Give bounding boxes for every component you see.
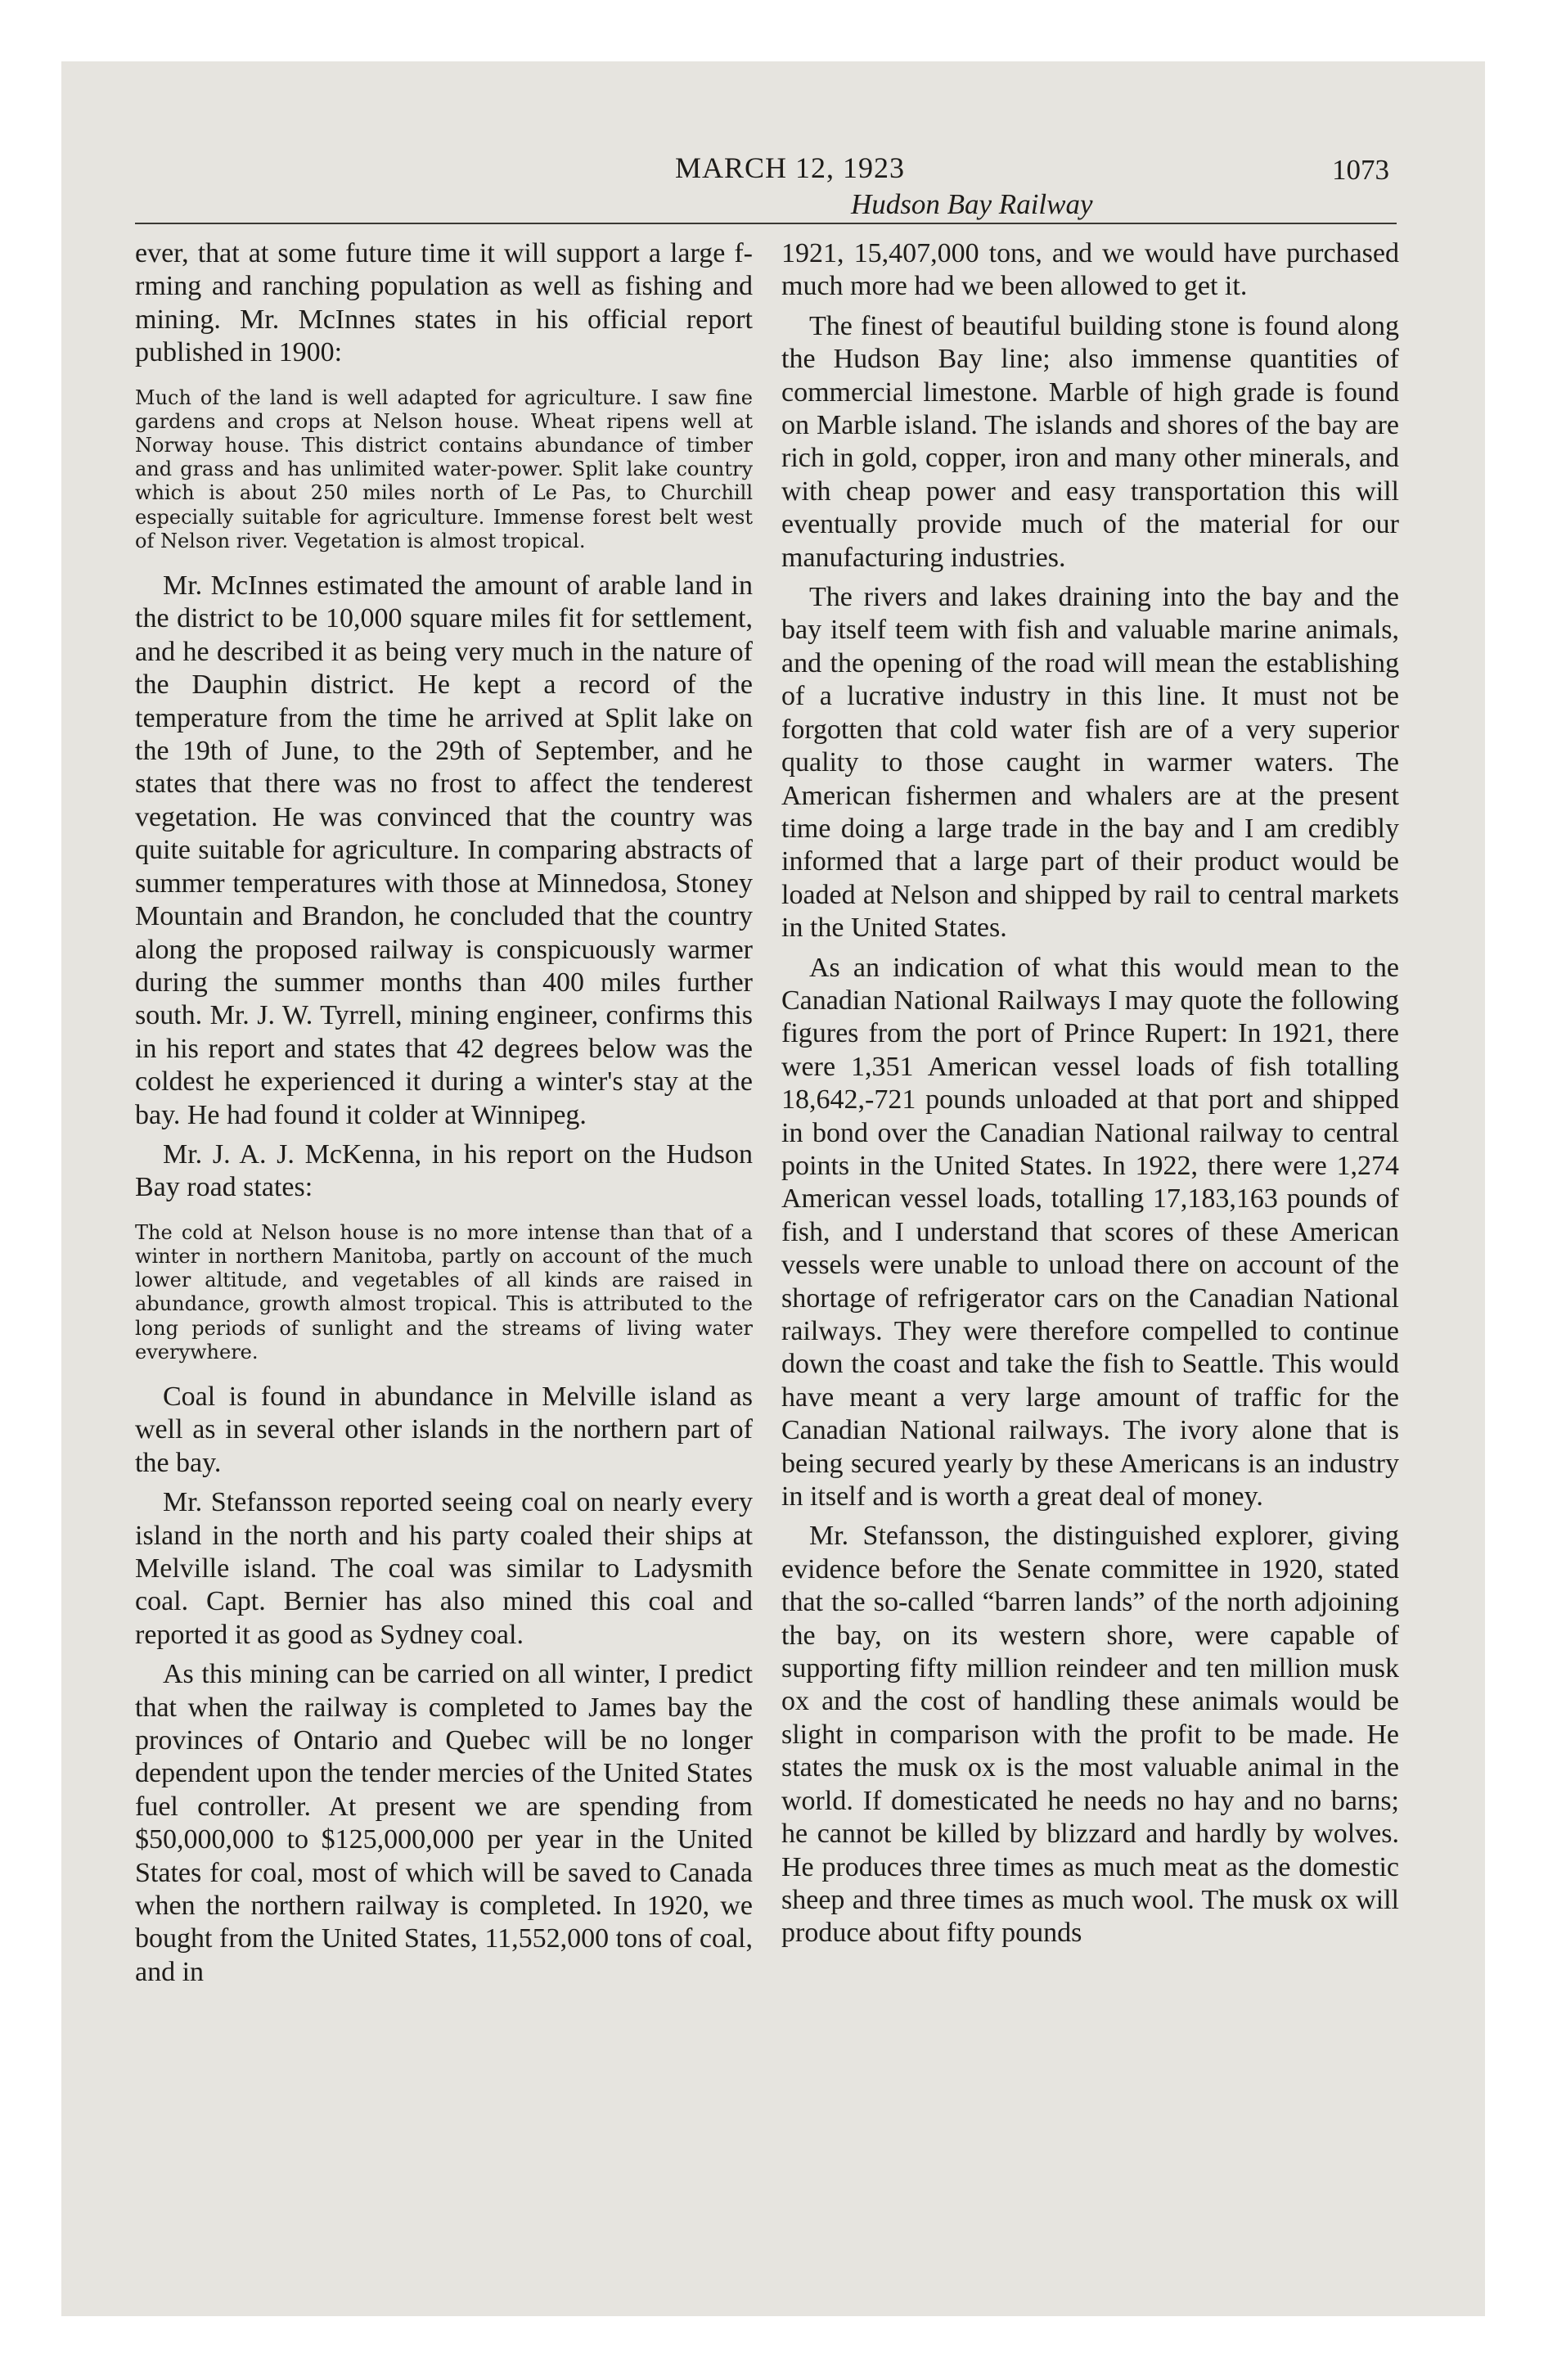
header-date: MARCH 12, 1923 [675,151,906,184]
header-rule [135,223,1397,224]
paragraph: Mr. J. A. J. McKenna, in his report on the Hudson Bay road states: [135,1138,753,1203]
left-column [135,237,753,1995]
running-title: Hudson Bay Railway [851,188,1093,220]
block-quote: Much of the land is well adapted for agriculture. I saw fine gardens and crops at Nelson house. Wheat ripens well at Norway house. This district contains abundance of timber and grass and has unlimited water-power. Split lake country which is about 250 miles north of Le Pas, to Churchill especially suitable for agriculture. Immense forest belt west of Nelson river. Vegetation is almost tropical. [135,385,753,552]
paragraph: The rivers and lakes draining into the bay and the bay itself teem with fish and valuable marine animals, and the opening of the road will mean the establishing of a lucrative industry in this line. It must not be forgotten that cold water fish are of a very superior quality to those caught in warmer waters. The American fishermen and whalers are at the present time doing a large trade in the bay and I am credibly informed that a large part of their product would be loaded at Nelson and shipped by rail to central markets in the United States. [781,582,1399,944]
right-column [781,237,1399,1957]
page-header [135,115,1399,220]
page-number: 1073 [1332,154,1389,186]
paragraph: The finest of beautiful building stone is found along the Hudson Bay line; also immense quantities of commercial limestone. Marble of high grade is found on Marble island. The islands and shores of the bay are rich in gold, copper, iron and many other minerals, and with cheap power and easy transportation this will eventually provide much of the material for our manufacturing industries. [781,310,1399,573]
paragraph: Mr. Stefansson, the distinguished explorer, giving evidence before the Senate committee in 1920, stated that the so-called “barren lands” of the north adjoining the bay, on its western shore, were capable of supporting fifty million reindeer and ten million musk ox and the cost of handling these animals would be slight in comparison with the profit to be made. He states the musk ox is the most valuable animal in the world. If domesticated he needs no hay and no barns; he cannot be killed by blizzard and hardly by wolves. He produces three times as much meat as the domestic sheep and three times as much wool. The musk ox will produce about fifty pounds [781,1521,1399,1949]
paragraph: Coal is found in abundance in Melville island as well as in several other islands in the northern part of the bay. [135,1381,753,1478]
paragraph: As an indication of what this would mean to the Canadian National Railways I may quote the following figures from the port of Prince Rupert: In 1921, there were 1,351 American vessel loads of fish totalling 18,642,-721 pounds unloaded at that port and shipped in bond over the Canadian National railway to central points in the United States. In 1922, there were 1,274 American vessel loads, totalling 17,183,163 pounds of fish, and I understand that scores of these American vessels were unable to unload there on account of the shortage of refrigerator cars on the Canadian National railways. They were therefore compelled to continue down the coast and take the fish to Seattle. This would have meant a very large amount of traffic for the Canadian National railways. The ivory alone that is being secured yearly by these Americans is an industry in itself and is worth a great deal of money. [781,952,1399,1512]
block-quote: The cold at Nelson house is no more intense than that of a winter in northern Manitoba, partly on account of the much lower altitude, and vegetables of all kinds are raised in abundance, growth almost tropical. This is attributed to the long periods of sunlight and the streams of living water everywhere. [135,1220,753,1364]
paragraph: Mr. McInnes estimated the amount of arable land in the district to be 10,000 square miles fit for settlement, and he described it as being very much in the nature of the Dauphin district. He kept a record of the temperature from the time he arrived at Split lake on the 19th of June, to the 29th of September, and he states that there was no frost to affect the tenderest vegetation. He was convinced that the country was quite suitable for agriculture. In comparing abstracts of summer temperatures with those at Minnedosa, Stoney Mountain and Brandon, he concluded that the country along the proposed railway is conspicuously warmer during the summer months than 400 miles further south. Mr. J. W. Tyrrell, mining engineer, confirms this in his report and states that 42 degrees below was the coldest he experienced it during a winter's stay at the bay. He had found it colder at Winnipeg. [135,570,753,1130]
paragraph: Mr. Stefansson reported seeing coal on nearly every island in the north and his party coaled their ships at Melville island. The coal was similar to Ladysmith coal. Capt. Bernier has also mined this coal and reported it as good as Sydney coal. [135,1487,753,1650]
paragraph: 1921, 15,407,000 tons, and we would have purchased much more had we been allowed to get it. [781,238,1399,302]
paragraph: ever, that at some future time it will support a large f-rming and ranching population as well as fishing and mining. Mr. McInnes states in his official report published in 1900: [135,238,753,368]
document-page [135,115,1399,2177]
paragraph: As this mining can be carried on all winter, I predict that when the railway is completed to James bay the provinces of Ontario and Quebec will be no longer dependent upon the tender mercies of the United States fuel controller. At present we are spending from $50,000,000 to $125,000,000 per year in the United States for coal, most of which will be saved to Canada when the northern railway is completed. In 1920, we bought from the United States, 11,552,000 tons of coal, and in [135,1659,753,1987]
